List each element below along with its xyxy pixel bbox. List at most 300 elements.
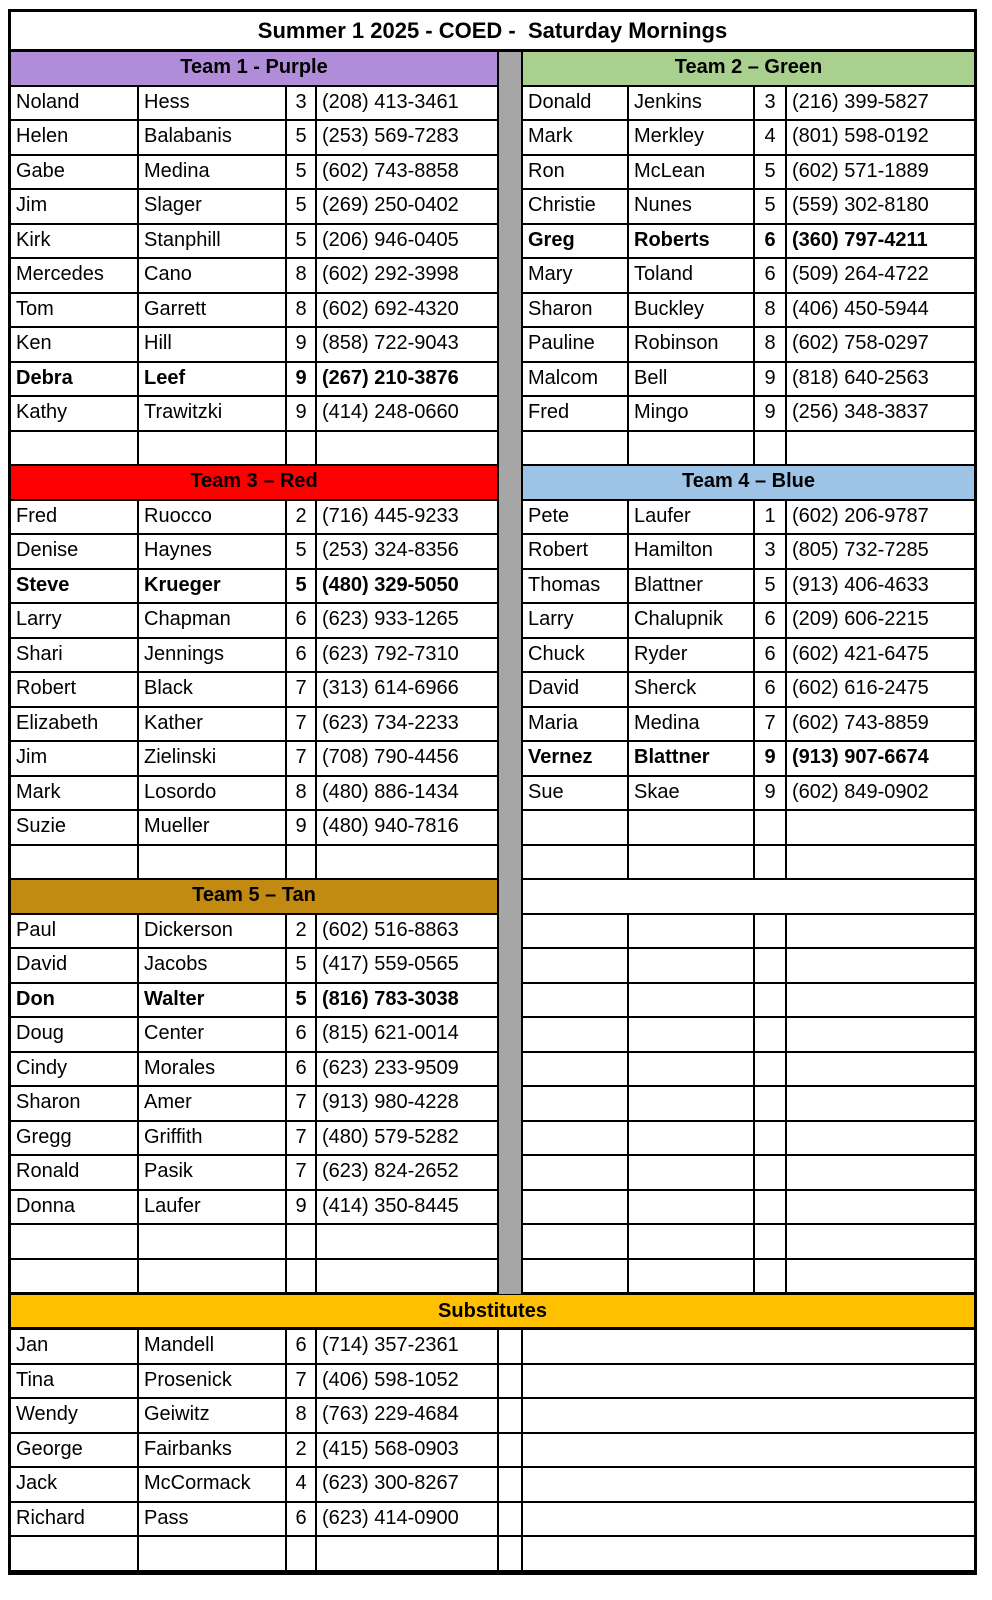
player-level: 8 <box>287 777 317 812</box>
player-row <box>11 742 497 777</box>
empty-row <box>523 984 974 1019</box>
player-last-name: Sherck <box>629 673 755 708</box>
player-level: 9 <box>755 777 787 812</box>
player-first-name: Steve <box>11 570 139 605</box>
player-last-name: Amer <box>139 1087 287 1122</box>
player-level: 5 <box>287 121 317 156</box>
substitute-row <box>11 1399 974 1434</box>
empty-row <box>523 915 974 950</box>
player-level: 9 <box>755 742 787 777</box>
player-first-name: Denise <box>11 535 139 570</box>
player-row <box>11 708 497 743</box>
player-level: 8 <box>287 259 317 294</box>
player-phone: (414) 350-8445 <box>317 1191 497 1226</box>
player-first-name: Doug <box>11 1018 139 1053</box>
player-first-name: David <box>11 949 139 984</box>
player-phone <box>787 1191 974 1226</box>
empty-wide-cell <box>523 1503 974 1538</box>
spacer-cell <box>499 1434 523 1469</box>
player-level: 5 <box>755 190 787 225</box>
player-phone: (256) 348-3837 <box>787 397 974 432</box>
player-level: 8 <box>755 328 787 363</box>
player-level: 8 <box>755 294 787 329</box>
player-row <box>523 294 974 329</box>
team-1-rows <box>11 87 497 467</box>
player-row <box>523 397 974 432</box>
player-phone <box>317 1260 497 1295</box>
player-phone: (602) 421-6475 <box>787 639 974 674</box>
player-last-name <box>629 1053 755 1088</box>
player-phone: (208) 413-3461 <box>317 87 497 122</box>
player-phone <box>787 1156 974 1191</box>
player-level <box>755 1122 787 1157</box>
player-phone <box>787 1018 974 1053</box>
player-last-name: Mueller <box>139 811 287 846</box>
player-level <box>287 1537 317 1572</box>
substitute-row <box>11 1434 974 1469</box>
player-first-name: Robert <box>11 673 139 708</box>
player-first-name: Greg <box>523 225 629 260</box>
player-first-name <box>523 432 629 467</box>
player-row <box>11 190 497 225</box>
player-phone: (253) 569-7283 <box>317 121 497 156</box>
player-phone: (313) 614-6966 <box>317 673 497 708</box>
player-first-name <box>523 1087 629 1122</box>
player-level: 5 <box>287 225 317 260</box>
player-level: 6 <box>755 639 787 674</box>
player-row <box>523 673 974 708</box>
player-row <box>11 984 497 1019</box>
section-team-5 <box>11 880 974 1294</box>
player-row <box>11 294 497 329</box>
player-row <box>11 1087 497 1122</box>
player-first-name: Suzie <box>11 811 139 846</box>
player-phone <box>787 1225 974 1260</box>
player-level: 6 <box>287 1503 317 1538</box>
player-row <box>523 225 974 260</box>
player-last-name: Ryder <box>629 639 755 674</box>
empty-row <box>11 846 497 881</box>
player-last-name: Buckley <box>629 294 755 329</box>
player-first-name <box>523 1156 629 1191</box>
player-level: 5 <box>287 535 317 570</box>
player-last-name: Jennings <box>139 639 287 674</box>
player-first-name: Malcom <box>523 363 629 398</box>
player-phone: (253) 324-8356 <box>317 535 497 570</box>
player-phone: (602) 692-4320 <box>317 294 497 329</box>
player-level <box>755 949 787 984</box>
player-phone: (559) 302-8180 <box>787 190 974 225</box>
player-first-name: Tom <box>11 294 139 329</box>
spacer-cell <box>499 1503 523 1538</box>
player-last-name: Chapman <box>139 604 287 639</box>
player-last-name: Pass <box>139 1503 287 1538</box>
player-last-name: Chalupnik <box>629 604 755 639</box>
player-level: 6 <box>755 673 787 708</box>
empty-row <box>523 1191 974 1226</box>
player-first-name: Jan <box>11 1330 139 1365</box>
player-phone: (805) 732-7285 <box>787 535 974 570</box>
empty-row <box>523 949 974 984</box>
spacer-column <box>499 880 523 1294</box>
player-level: 7 <box>287 673 317 708</box>
player-last-name: Stanphill <box>139 225 287 260</box>
player-phone: (708) 790-4456 <box>317 742 497 777</box>
player-first-name: Ron <box>523 156 629 191</box>
empty-wide-cell <box>523 1330 974 1365</box>
player-phone: (602) 758-0297 <box>787 328 974 363</box>
player-first-name: Wendy <box>11 1399 139 1434</box>
player-phone: (602) 516-8863 <box>317 915 497 950</box>
player-level: 6 <box>287 604 317 639</box>
player-first-name: Mark <box>11 777 139 812</box>
player-row <box>11 915 497 950</box>
player-first-name: Debra <box>11 363 139 398</box>
player-row <box>523 328 974 363</box>
player-last-name: Merkley <box>629 121 755 156</box>
player-last-name: Losordo <box>139 777 287 812</box>
empty-row <box>523 1053 974 1088</box>
player-phone <box>787 1122 974 1157</box>
player-level <box>755 1225 787 1260</box>
player-first-name <box>523 1018 629 1053</box>
player-last-name <box>139 1537 287 1572</box>
spacer-column <box>499 466 523 880</box>
player-last-name: Jenkins <box>629 87 755 122</box>
player-last-name <box>629 949 755 984</box>
empty-row <box>523 1122 974 1157</box>
player-level <box>755 1156 787 1191</box>
empty-row <box>523 1260 974 1295</box>
player-first-name: Gabe <box>11 156 139 191</box>
team-2-header: Team 2 – Green <box>523 52 974 87</box>
player-first-name: Thomas <box>523 570 629 605</box>
player-last-name <box>629 811 755 846</box>
empty-wide-cell <box>523 1399 974 1434</box>
player-first-name: Donald <box>523 87 629 122</box>
player-first-name: Larry <box>523 604 629 639</box>
player-level <box>755 846 787 881</box>
player-first-name: Gregg <box>11 1122 139 1157</box>
player-row <box>11 121 497 156</box>
section-teams-1-2 <box>11 52 974 466</box>
player-level <box>287 846 317 881</box>
empty-wide-cell <box>523 1537 974 1572</box>
player-first-name: Pauline <box>523 328 629 363</box>
player-last-name: Haynes <box>139 535 287 570</box>
player-last-name: Griffith <box>139 1122 287 1157</box>
empty-row <box>523 1225 974 1260</box>
player-first-name: Ronald <box>11 1156 139 1191</box>
player-row <box>523 190 974 225</box>
player-level: 3 <box>755 535 787 570</box>
player-phone: (406) 450-5944 <box>787 294 974 329</box>
section-teams-3-4 <box>11 466 974 880</box>
player-row <box>11 639 497 674</box>
player-level: 7 <box>287 708 317 743</box>
player-level <box>287 432 317 467</box>
player-phone <box>787 984 974 1019</box>
player-phone <box>787 949 974 984</box>
player-level: 9 <box>287 1191 317 1226</box>
player-level: 8 <box>287 294 317 329</box>
player-first-name <box>523 949 629 984</box>
player-first-name: Donna <box>11 1191 139 1226</box>
player-row <box>523 535 974 570</box>
substitute-row <box>11 1468 974 1503</box>
player-row <box>523 708 974 743</box>
player-level: 9 <box>287 328 317 363</box>
player-phone: (417) 559-0565 <box>317 949 497 984</box>
empty-row <box>11 1260 497 1295</box>
player-first-name: Richard <box>11 1503 139 1538</box>
player-last-name: Nunes <box>629 190 755 225</box>
player-first-name: Fred <box>11 501 139 536</box>
player-level <box>755 1053 787 1088</box>
player-last-name: Morales <box>139 1053 287 1088</box>
player-last-name <box>629 1225 755 1260</box>
player-last-name <box>629 1018 755 1053</box>
player-first-name <box>523 1122 629 1157</box>
player-last-name: Pasik <box>139 1156 287 1191</box>
player-first-name: Kathy <box>11 397 139 432</box>
player-level: 7 <box>287 1156 317 1191</box>
player-row <box>523 87 974 122</box>
player-last-name: Black <box>139 673 287 708</box>
player-level: 6 <box>755 259 787 294</box>
player-first-name: David <box>523 673 629 708</box>
player-last-name: Kather <box>139 708 287 743</box>
player-last-name: Leef <box>139 363 287 398</box>
player-last-name: Jacobs <box>139 949 287 984</box>
player-level <box>755 811 787 846</box>
player-last-name: Dickerson <box>139 915 287 950</box>
player-row <box>11 1018 497 1053</box>
player-last-name <box>629 1087 755 1122</box>
empty-row <box>523 846 974 881</box>
player-row <box>11 673 497 708</box>
player-last-name <box>629 1191 755 1226</box>
player-level: 5 <box>287 949 317 984</box>
player-first-name: Larry <box>11 604 139 639</box>
player-last-name: Cano <box>139 259 287 294</box>
player-last-name: Hill <box>139 328 287 363</box>
team-4-rows <box>523 501 974 881</box>
empty-row <box>11 1537 974 1572</box>
substitutes-rows <box>11 1330 974 1572</box>
player-first-name <box>523 846 629 881</box>
player-first-name <box>523 1260 629 1295</box>
player-phone: (815) 621-0014 <box>317 1018 497 1053</box>
player-level <box>755 1260 787 1295</box>
player-last-name: Robinson <box>629 328 755 363</box>
player-last-name: Roberts <box>629 225 755 260</box>
player-last-name: Hess <box>139 87 287 122</box>
player-phone: (716) 445-9233 <box>317 501 497 536</box>
substitute-row <box>11 1365 974 1400</box>
player-last-name <box>629 984 755 1019</box>
player-row <box>11 570 497 605</box>
page-title: Summer 1 2025 - COED - Saturday Mornings <box>11 12 974 52</box>
player-last-name: Fairbanks <box>139 1434 287 1469</box>
player-phone: (360) 797-4211 <box>787 225 974 260</box>
player-row <box>523 363 974 398</box>
player-first-name <box>523 1191 629 1226</box>
player-first-name: George <box>11 1434 139 1469</box>
player-row <box>11 156 497 191</box>
player-first-name <box>523 811 629 846</box>
player-first-name <box>11 846 139 881</box>
team-4-panel <box>523 466 974 880</box>
player-row <box>11 535 497 570</box>
player-level: 7 <box>287 742 317 777</box>
player-level: 7 <box>287 1365 317 1400</box>
player-level: 5 <box>287 984 317 1019</box>
player-phone: (913) 406-4633 <box>787 570 974 605</box>
player-row <box>11 949 497 984</box>
substitutes-header: Substitutes <box>11 1294 974 1330</box>
player-last-name: Blattner <box>629 570 755 605</box>
player-last-name: McCormack <box>139 1468 287 1503</box>
player-last-name: Skae <box>629 777 755 812</box>
player-last-name <box>629 915 755 950</box>
team-5-header: Team 5 – Tan <box>11 880 497 915</box>
player-row <box>523 742 974 777</box>
player-first-name: Shari <box>11 639 139 674</box>
player-phone <box>787 811 974 846</box>
player-level: 3 <box>287 87 317 122</box>
player-level: 6 <box>287 1018 317 1053</box>
player-row <box>11 259 497 294</box>
spacer-cell <box>499 1537 523 1572</box>
player-row <box>11 501 497 536</box>
player-row <box>523 259 974 294</box>
empty-row <box>523 1018 974 1053</box>
player-first-name: Paul <box>11 915 139 950</box>
empty-wide-cell <box>523 1468 974 1503</box>
player-phone: (267) 210-3876 <box>317 363 497 398</box>
player-phone: (602) 743-8859 <box>787 708 974 743</box>
player-phone: (623) 824-2652 <box>317 1156 497 1191</box>
team-3-header: Team 3 – Red <box>11 466 497 501</box>
player-first-name: Chuck <box>523 639 629 674</box>
player-first-name <box>523 1225 629 1260</box>
spacer-cell <box>499 1330 523 1365</box>
player-level: 6 <box>287 1053 317 1088</box>
player-row <box>11 225 497 260</box>
player-first-name: Helen <box>11 121 139 156</box>
team-3-panel <box>11 466 499 880</box>
player-level: 9 <box>287 397 317 432</box>
player-phone: (602) 206-9787 <box>787 501 974 536</box>
player-first-name: Kirk <box>11 225 139 260</box>
player-last-name: Hamilton <box>629 535 755 570</box>
player-phone: (269) 250-0402 <box>317 190 497 225</box>
player-last-name: Laufer <box>139 1191 287 1226</box>
player-last-name <box>629 432 755 467</box>
player-phone: (480) 886-1434 <box>317 777 497 812</box>
player-last-name: Balabanis <box>139 121 287 156</box>
player-first-name: Pete <box>523 501 629 536</box>
empty-row <box>523 811 974 846</box>
player-last-name: Medina <box>629 708 755 743</box>
player-level: 7 <box>287 1122 317 1157</box>
team-5-rows <box>11 915 497 1295</box>
player-first-name <box>11 1537 139 1572</box>
player-phone: (714) 357-2361 <box>317 1330 499 1365</box>
player-last-name: Mingo <box>629 397 755 432</box>
player-first-name: Mercedes <box>11 259 139 294</box>
player-last-name: Geiwitz <box>139 1399 287 1434</box>
spacer-column <box>499 52 523 466</box>
player-first-name: Sue <box>523 777 629 812</box>
player-phone: (913) 907-6674 <box>787 742 974 777</box>
player-phone: (913) 980-4228 <box>317 1087 497 1122</box>
player-phone: (414) 248-0660 <box>317 397 497 432</box>
player-phone: (623) 233-9509 <box>317 1053 497 1088</box>
player-phone: (858) 722-9043 <box>317 328 497 363</box>
team-4-header: Team 4 – Blue <box>523 466 974 501</box>
empty-wide-cell <box>523 1365 974 1400</box>
player-last-name <box>139 1225 287 1260</box>
player-last-name: Mandell <box>139 1330 287 1365</box>
blank-panel <box>523 880 974 1294</box>
player-phone <box>787 915 974 950</box>
player-level <box>755 984 787 1019</box>
player-phone <box>787 846 974 881</box>
player-phone: (623) 933-1265 <box>317 604 497 639</box>
player-first-name <box>11 432 139 467</box>
player-last-name: Center <box>139 1018 287 1053</box>
player-phone: (623) 414-0900 <box>317 1503 499 1538</box>
player-phone: (763) 229-4684 <box>317 1399 499 1434</box>
player-first-name: Sharon <box>11 1087 139 1122</box>
empty-row <box>11 432 497 467</box>
player-phone: (406) 598-1052 <box>317 1365 499 1400</box>
player-last-name <box>629 1156 755 1191</box>
player-level <box>287 1225 317 1260</box>
player-level: 9 <box>287 811 317 846</box>
player-row <box>11 397 497 432</box>
spacer-cell <box>499 1399 523 1434</box>
player-first-name: Ken <box>11 328 139 363</box>
player-last-name: Walter <box>139 984 287 1019</box>
team-1-panel <box>11 52 499 466</box>
player-row <box>523 604 974 639</box>
player-row <box>11 328 497 363</box>
player-first-name <box>523 915 629 950</box>
player-last-name: Krueger <box>139 570 287 605</box>
team-5-panel <box>11 880 499 1294</box>
player-first-name: Vernez <box>523 742 629 777</box>
player-phone: (602) 849-0902 <box>787 777 974 812</box>
player-first-name <box>523 1053 629 1088</box>
player-row <box>11 1156 497 1191</box>
player-level: 7 <box>287 1087 317 1122</box>
player-phone <box>787 1053 974 1088</box>
player-row <box>11 777 497 812</box>
blank-header-cell <box>523 880 974 915</box>
player-row <box>523 156 974 191</box>
player-phone <box>787 432 974 467</box>
player-last-name <box>629 846 755 881</box>
player-level <box>755 1018 787 1053</box>
player-first-name: Mark <box>523 121 629 156</box>
player-level: 1 <box>755 501 787 536</box>
player-first-name <box>523 984 629 1019</box>
player-level: 6 <box>287 639 317 674</box>
player-last-name: Ruocco <box>139 501 287 536</box>
